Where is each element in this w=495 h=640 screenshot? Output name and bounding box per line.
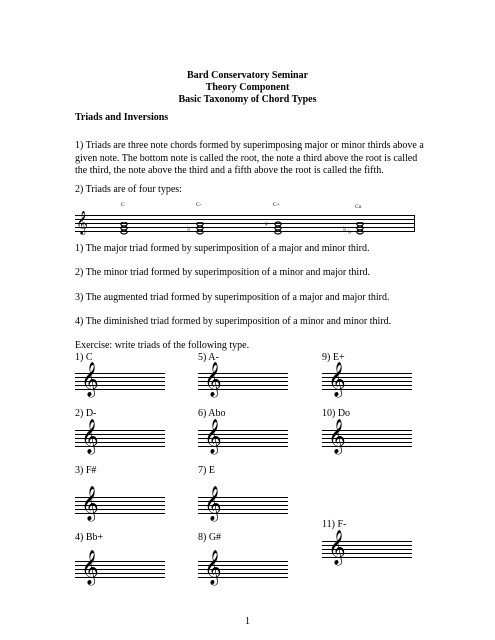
chord-label-minor: C-	[196, 202, 202, 208]
whole-note-icon	[265, 220, 285, 236]
exercise-label: 5) A-	[198, 352, 219, 363]
exercise-title: Exercise: write triads of the following type.	[75, 340, 250, 351]
header-component: Theory Component	[205, 82, 290, 93]
treble-clef-icon: 𝄞	[328, 530, 346, 565]
exercise-label: 11) F-	[322, 519, 347, 530]
treble-clef-icon: 𝄞	[204, 486, 222, 521]
exercise-label: 1) C	[75, 352, 93, 363]
header-seminar: Bard Conservatory Seminar	[186, 70, 309, 81]
treble-clef-icon: 𝄞	[81, 550, 99, 585]
exercise-staff[interactable]	[75, 362, 165, 397]
exercise-staff[interactable]	[322, 530, 412, 565]
exercise-staff[interactable]	[75, 419, 165, 454]
type-minor: 2) The minor triad formed by superimposition of a minor and major third.	[75, 267, 371, 278]
header-title: Basic Taxonomy of Chord Types	[178, 94, 317, 105]
exercise-label: 3) F#	[75, 465, 97, 476]
chord-label-augmented: C+	[273, 202, 280, 208]
paragraph-four-types: 2) Triads are of four types:	[75, 184, 182, 195]
exercise-label: 9) E+	[322, 352, 345, 363]
document-header	[0, 70, 495, 106]
exercise-label: 8) G#	[198, 532, 222, 543]
treble-clef-icon: 𝄞	[328, 362, 346, 397]
svg-text:♯: ♯	[265, 221, 268, 228]
exercise-staff[interactable]	[322, 362, 412, 397]
exercise-label: 7) E	[198, 465, 215, 476]
exercise-staff[interactable]	[75, 550, 165, 585]
svg-text:♭: ♭	[348, 228, 352, 236]
exercise-staff[interactable]	[198, 486, 288, 521]
treble-clef-icon: 𝄞	[76, 210, 88, 234]
exercise-staff[interactable]	[198, 362, 288, 397]
svg-text:♭: ♭	[187, 225, 191, 233]
treble-clef-icon: 𝄞	[204, 419, 222, 454]
section-title: Triads and Inversions	[75, 112, 169, 123]
svg-text:♭: ♭	[343, 225, 347, 233]
exercise-label: 10) Do	[322, 408, 351, 419]
whole-note-icon	[118, 222, 130, 236]
exercise-staff[interactable]	[322, 419, 412, 454]
treble-clef-icon: 𝄞	[81, 486, 99, 521]
exercise-staff[interactable]	[198, 550, 288, 585]
treble-clef-icon: 𝄞	[81, 362, 99, 397]
exercise-label: 2) D-	[75, 408, 97, 419]
type-augmented: 3) The augmented triad formed by superimposition of a major and major third.	[75, 292, 390, 303]
whole-note-icon	[187, 222, 207, 236]
treble-clef-icon: 𝄞	[81, 419, 99, 454]
chord-label-diminished: Co	[355, 204, 362, 210]
chord-label-major: C	[121, 202, 125, 208]
whole-note-icon	[343, 222, 367, 236]
type-major: 1) The major triad formed by superimposition of a major and minor third.	[75, 243, 370, 254]
type-diminished: 4) The diminished triad formed by superimposition of a minor and minor third.	[75, 316, 392, 327]
paragraph-triads-definition: 1) Triads are three note chords formed by superimposing major or minor thirds above a given note. The bottom note is called the root, the note a third above the root is called the third, the note above the third and a fifth above the root is called the fifth.	[75, 140, 424, 176]
exercise-label: 6) Abo	[198, 408, 226, 419]
exercise-staff[interactable]	[198, 419, 288, 454]
treble-clef-icon: 𝄞	[204, 362, 222, 397]
exercise-label: 4) Bb+	[75, 532, 104, 543]
page-number: 1	[245, 616, 250, 627]
example-staff	[75, 202, 415, 236]
treble-clef-icon: 𝄞	[328, 419, 346, 454]
treble-clef-icon: 𝄞	[204, 550, 222, 585]
exercise-staff[interactable]	[75, 486, 165, 521]
